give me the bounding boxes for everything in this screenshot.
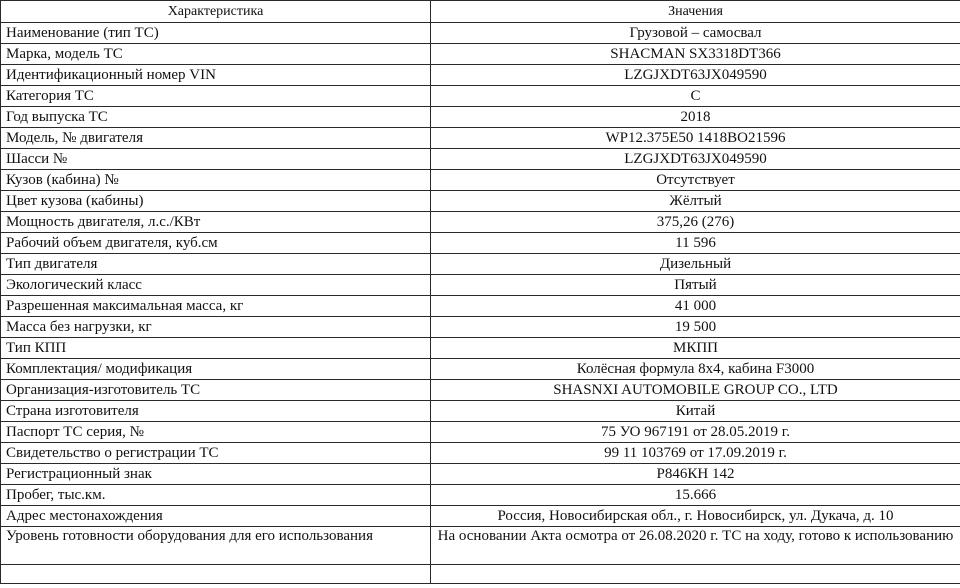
row-key: Мощность двигателя, л.с./КВт bbox=[1, 212, 431, 233]
row-value: Отсутствует bbox=[431, 170, 960, 191]
table-row bbox=[1, 317, 960, 338]
row-value: LZGJXDT63JX049590 bbox=[431, 65, 960, 86]
table-row bbox=[1, 296, 960, 317]
table-header-row bbox=[1, 1, 960, 23]
row-value: 15.666 bbox=[431, 485, 960, 506]
row-value: WP12.375E50 1418ВО21596 bbox=[431, 128, 960, 149]
row-value: Р846КН 142 bbox=[431, 464, 960, 485]
table-row bbox=[1, 380, 960, 401]
row-key: Марка, модель ТС bbox=[1, 44, 431, 65]
table-row bbox=[1, 149, 960, 170]
row-key: Организация-изготовитель ТС bbox=[1, 380, 431, 401]
table-row bbox=[1, 359, 960, 380]
row-value: С bbox=[431, 86, 960, 107]
row-key: Уровень готовности оборудования для его использования bbox=[1, 527, 431, 565]
row-value: SHACMAN SX3318DT366 bbox=[431, 44, 960, 65]
row-key: Масса без нагрузки, кг bbox=[1, 317, 431, 338]
row-key: Пробег, тыс.км. bbox=[1, 485, 431, 506]
table-row bbox=[1, 170, 960, 191]
row-key: Тип КПП bbox=[1, 338, 431, 359]
row-value: 19 500 bbox=[431, 317, 960, 338]
row-value: 75 УО 967191 от 28.05.2019 г. bbox=[431, 422, 960, 443]
header-values: Значения bbox=[431, 1, 960, 23]
row-value: Китай bbox=[431, 401, 960, 422]
table-row bbox=[1, 65, 960, 86]
row-value: На основании Акта осмотра от 26.08.2020 г. ТС на ходу, готово к использованию bbox=[431, 527, 960, 565]
row-key: Разрешенная максимальная масса, кг bbox=[1, 296, 431, 317]
table-row bbox=[1, 86, 960, 107]
row-key: Идентификационный номер VIN bbox=[1, 65, 431, 86]
row-value: SHASNXI AUTOMOBILE GROUP CO., LTD bbox=[431, 380, 960, 401]
row-key: Комплектация/ модификация bbox=[1, 359, 431, 380]
table-row bbox=[1, 464, 960, 485]
row-key: Модель, № двигателя bbox=[1, 128, 431, 149]
table-row-partial bbox=[1, 565, 960, 584]
row-key: Паспорт ТС серия, № bbox=[1, 422, 431, 443]
table-row bbox=[1, 212, 960, 233]
row-key: Категория ТС bbox=[1, 86, 431, 107]
table-row bbox=[1, 422, 960, 443]
table-row bbox=[1, 107, 960, 128]
row-key: Регистрационный знак bbox=[1, 464, 431, 485]
row-value: LZGJXDT63JX049590 bbox=[431, 149, 960, 170]
row-value: Грузовой – самосвал bbox=[431, 23, 960, 44]
table-row bbox=[1, 254, 960, 275]
table-row bbox=[1, 485, 960, 506]
table-row bbox=[1, 527, 960, 565]
row-value: 11 596 bbox=[431, 233, 960, 254]
row-key: Тип двигателя bbox=[1, 254, 431, 275]
row-key: Свидетельство о регистрации ТС bbox=[1, 443, 431, 464]
row-value: 2018 bbox=[431, 107, 960, 128]
row-key: Рабочий объем двигателя, куб.см bbox=[1, 233, 431, 254]
table-row bbox=[1, 338, 960, 359]
table-row bbox=[1, 275, 960, 296]
table-row bbox=[1, 506, 960, 527]
table-row bbox=[1, 44, 960, 65]
table-row bbox=[1, 443, 960, 464]
row-key: Наименование (тип ТС) bbox=[1, 23, 431, 44]
row-key: Цвет кузова (кабины) bbox=[1, 191, 431, 212]
row-value: 99 11 103769 от 17.09.2019 г. bbox=[431, 443, 960, 464]
row-key: Экологический класс bbox=[1, 275, 431, 296]
row-value: Россия, Новосибирская обл., г. Новосибирск, ул. Дукача, д. 10 bbox=[431, 506, 960, 527]
table-row bbox=[1, 191, 960, 212]
row-value: Колёсная формула 8х4, кабина F3000 bbox=[431, 359, 960, 380]
row-value: 41 000 bbox=[431, 296, 960, 317]
row-key-partial bbox=[1, 565, 431, 584]
table-row bbox=[1, 401, 960, 422]
row-value: Пятый bbox=[431, 275, 960, 296]
table-row bbox=[1, 23, 960, 44]
row-value: Дизельный bbox=[431, 254, 960, 275]
table-row bbox=[1, 128, 960, 149]
row-value: Жёлтый bbox=[431, 191, 960, 212]
row-key: Кузов (кабина) № bbox=[1, 170, 431, 191]
row-key: Адрес местонахождения bbox=[1, 506, 431, 527]
table-row bbox=[1, 233, 960, 254]
row-value-partial bbox=[431, 565, 960, 584]
row-key: Страна изготовителя bbox=[1, 401, 431, 422]
header-characteristic: Характеристика bbox=[1, 1, 431, 23]
row-value: МКПП bbox=[431, 338, 960, 359]
row-key: Год выпуска ТС bbox=[1, 107, 431, 128]
row-key: Шасси № bbox=[1, 149, 431, 170]
row-value: 375,26 (276) bbox=[431, 212, 960, 233]
